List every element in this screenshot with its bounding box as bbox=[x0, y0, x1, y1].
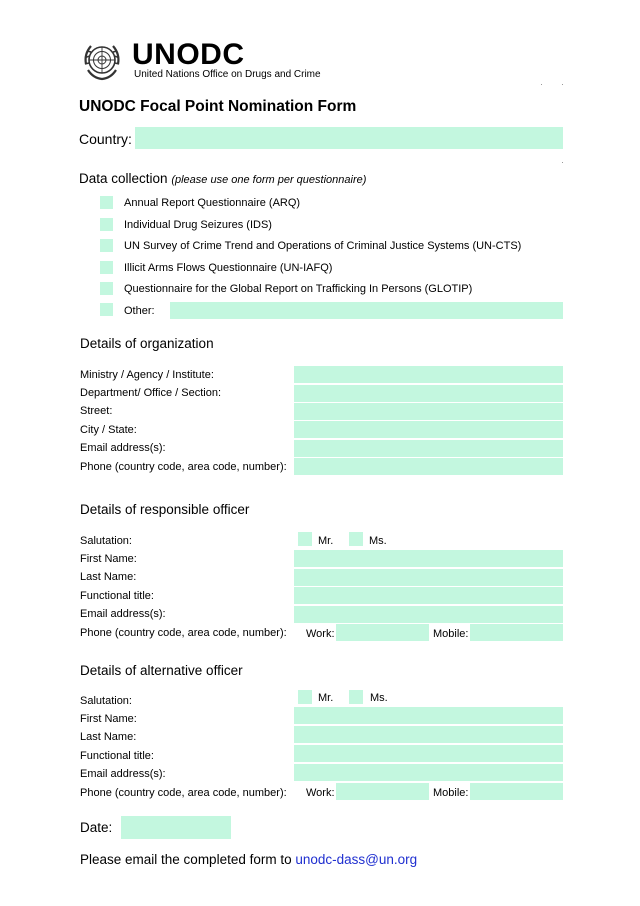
resp-first-name-field[interactable] bbox=[294, 550, 563, 567]
date-label: Date: bbox=[80, 820, 113, 835]
org-name: UNODC bbox=[132, 38, 245, 71]
resp-last-name-field[interactable] bbox=[294, 569, 563, 586]
other-field[interactable] bbox=[170, 302, 563, 319]
alt-salutation-label: Salutation: bbox=[80, 695, 132, 707]
un-emblem-icon bbox=[80, 40, 124, 82]
alt-title-label: Functional title: bbox=[80, 750, 154, 762]
alt-title-field[interactable] bbox=[294, 745, 563, 762]
resp-mobile-field[interactable] bbox=[470, 624, 563, 641]
date-field[interactable] bbox=[121, 816, 231, 839]
resp-salutation-label: Salutation: bbox=[80, 535, 132, 547]
option-un-cts: UN Survey of Crime Trend and Operations of Criminal Justice Systems (UN-CTS) bbox=[124, 240, 522, 252]
alt-work-field[interactable] bbox=[336, 783, 429, 800]
alt-mr-checkbox[interactable] bbox=[298, 690, 312, 704]
option-un-iafq: Illicit Arms Flows Questionnaire (UN-IAFQ) bbox=[124, 262, 333, 274]
data-collection-note: (please use one form per questionnaire) bbox=[171, 174, 367, 186]
org-department-field[interactable] bbox=[294, 385, 563, 402]
alt-first-name-label: First Name: bbox=[80, 713, 137, 725]
alt-ms-checkbox[interactable] bbox=[349, 690, 363, 704]
checkbox-ids[interactable] bbox=[100, 218, 113, 231]
resp-email-label: Email address(s): bbox=[80, 608, 166, 620]
org-department-label: Department/ Office / Section: bbox=[80, 387, 222, 399]
resp-last-name-label: Last Name: bbox=[80, 571, 137, 583]
country-label: Country: bbox=[79, 131, 132, 147]
org-phone-field[interactable] bbox=[294, 458, 563, 475]
email-prompt: Please email the completed form to bbox=[80, 852, 292, 867]
resp-email-field[interactable] bbox=[294, 606, 563, 623]
alt-ms-label: Ms. bbox=[370, 692, 388, 704]
data-collection-title: Data collection bbox=[79, 171, 168, 186]
data-collection-heading bbox=[79, 171, 366, 188]
resp-phone-label: Phone (country code, area code, number): bbox=[80, 627, 287, 639]
checkbox-other[interactable] bbox=[100, 303, 113, 316]
resp-mr-checkbox[interactable] bbox=[298, 532, 312, 546]
org-ministry-label: Ministry / Agency / Institute: bbox=[80, 369, 214, 381]
alt-phone-label: Phone (country code, area code, number): bbox=[80, 787, 287, 799]
resp-mr-label: Mr. bbox=[318, 535, 334, 547]
resp-ms-checkbox[interactable] bbox=[349, 532, 363, 546]
resp-title-field[interactable] bbox=[294, 587, 563, 604]
resp-mobile-label: Mobile: bbox=[433, 628, 469, 640]
alt-mr-label: Mr. bbox=[318, 692, 334, 704]
email-instruction bbox=[80, 852, 417, 868]
org-city-field[interactable] bbox=[294, 421, 563, 438]
org-city-label: City / State: bbox=[80, 424, 137, 436]
resp-work-field[interactable] bbox=[336, 624, 429, 641]
org-full-name: United Nations Office on Drugs and Crime bbox=[134, 69, 321, 80]
alt-first-name-field[interactable] bbox=[294, 707, 563, 724]
option-arq: Annual Report Questionnaire (ARQ) bbox=[124, 197, 301, 209]
org-street-label: Street: bbox=[80, 405, 113, 417]
alt-email-field[interactable] bbox=[294, 764, 563, 781]
checkbox-un-cts[interactable] bbox=[100, 239, 113, 252]
option-other: Other: bbox=[124, 305, 155, 317]
email-link[interactable]: unodc-dass@un.org bbox=[295, 852, 418, 867]
option-glotip: Questionnaire for the Global Report on Trafficking In Persons (GLOTIP) bbox=[124, 283, 473, 295]
resp-work-label: Work: bbox=[306, 628, 335, 640]
checkbox-glotip[interactable] bbox=[100, 282, 113, 295]
alt-last-name-field[interactable] bbox=[294, 726, 563, 743]
checkbox-un-iafq[interactable] bbox=[100, 261, 113, 274]
country-field[interactable] bbox=[135, 127, 563, 149]
organization-heading: Details of organization bbox=[80, 336, 214, 351]
alternative-officer-heading: Details of alternative officer bbox=[80, 663, 243, 678]
resp-first-name-label: First Name: bbox=[80, 553, 137, 565]
org-email-field[interactable] bbox=[294, 440, 563, 457]
org-street-field[interactable] bbox=[294, 403, 563, 420]
org-logo bbox=[80, 40, 330, 82]
page-title: UNODC Focal Point Nomination Form bbox=[79, 98, 357, 115]
alt-mobile-label: Mobile: bbox=[433, 787, 469, 799]
resp-ms-label: Ms. bbox=[369, 535, 387, 547]
option-ids: Individual Drug Seizures (IDS) bbox=[124, 219, 272, 231]
alt-work-label: Work: bbox=[306, 787, 335, 799]
responsible-officer-heading: Details of responsible officer bbox=[80, 502, 250, 517]
org-phone-label: Phone (country code, area code, number): bbox=[80, 461, 287, 473]
org-ministry-field[interactable] bbox=[294, 366, 563, 383]
org-email-label: Email address(s): bbox=[80, 442, 166, 454]
alt-last-name-label: Last Name: bbox=[80, 731, 137, 743]
alt-mobile-field[interactable] bbox=[470, 783, 563, 800]
checkbox-arq[interactable] bbox=[100, 196, 113, 209]
alt-email-label: Email address(s): bbox=[80, 768, 166, 780]
resp-title-label: Functional title: bbox=[80, 590, 154, 602]
